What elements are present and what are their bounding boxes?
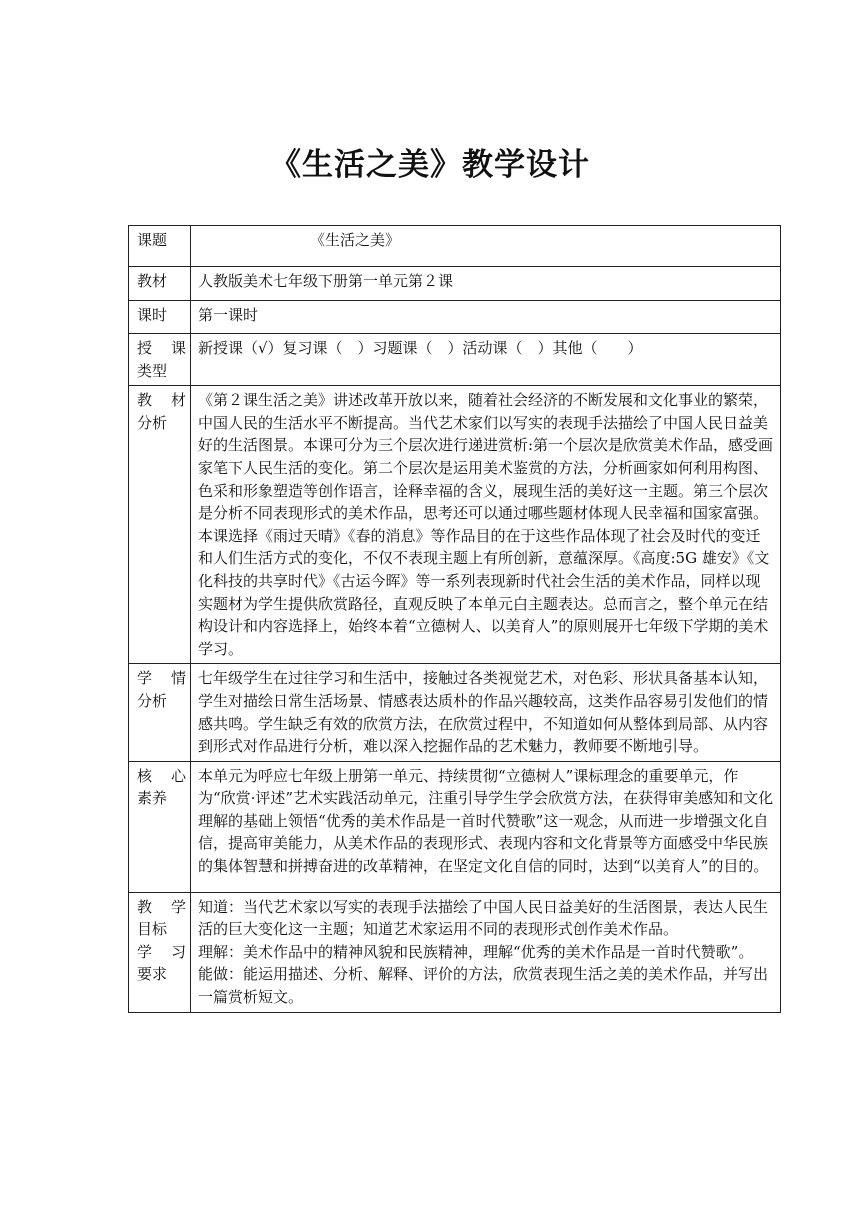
student-analysis-value: 七年级学生在过往学习和生活中，接触过各类视觉艺术，对色彩、形状具备基本认知，学生对描绘日常生活场景、情感表达质朴的作品兴趣较高，这类作品容易引发他们的情感共鸣。学生缺乏有效的欣赏方法，在欣赏过程中，不知道如何从整体到局部、从内容到形式对作品进行分析，难以深入挖掘作品的艺术魅力，教师要不断地引导。	[191, 664, 781, 761]
period-value: 第一课时	[191, 301, 781, 334]
row-textbook	[129, 267, 781, 301]
core-literacy-label-line2: 素养	[137, 789, 168, 808]
row-core-literacy	[129, 761, 781, 892]
row-objectives	[129, 892, 781, 1012]
topic-label	[129, 226, 191, 267]
period-label	[129, 301, 191, 334]
objectives-label-line3: 学 习	[137, 942, 186, 961]
objectives-label	[129, 892, 191, 1012]
lesson-type-value: 新授课（√）复习课（ ）习题课（ ）活动课（ ）其他（ ）	[191, 334, 781, 386]
lesson-type-label	[129, 334, 191, 386]
core-literacy-text: 本单元为呼应七年级上册第一单元、持续贯彻“立德树人”课标理念的重要单元，作为“欣赏·评述”艺术实践活动单元，注重引导学生学会欣赏方法，在获得审美感知和文化理解的基础上领悟“优秀的美术作品是一首时代赞歌”这一观念，从而进一步增强文化自信，提高审美能力，从美术作品的表现形式、表现内容和文化背景等方面感受中华民族的集体智慧和拼搏奋进的改革精神，在坚定文化自信的同时，达到“以美育人”的目的。	[198, 766, 774, 876]
textbook-label	[129, 267, 191, 301]
row-material-analysis	[129, 386, 781, 664]
core-literacy-value	[191, 761, 781, 892]
period-label-text: 课时	[137, 306, 168, 324]
row-topic	[129, 226, 781, 267]
material-analysis-label-line2: 分析	[137, 413, 168, 432]
textbook-label-text: 教材	[137, 272, 168, 290]
document-title: 《生活之美》教学设计	[270, 147, 590, 183]
objectives-label-line1: 教 学	[137, 897, 186, 916]
material-analysis-label	[129, 386, 191, 664]
student-analysis-label-line1: 学 情	[137, 669, 186, 688]
objective-know: 知道：当代艺术家以写实的表现手法描绘了中国人民日益美好的生活图景，表达人民生活的巨大变化这一主题；知道艺术家运用不同的表现形式创作美术作品。	[198, 897, 769, 939]
student-analysis-label-line2: 分析	[137, 691, 168, 710]
objective-understand: 理解：美术作品中的精神风貌和民族精神，理解“优秀的美术作品是一首时代赞歌”。	[198, 942, 754, 961]
lesson-design-table	[128, 225, 781, 1013]
topic-label-text: 课题	[137, 231, 168, 249]
row-lesson-type	[129, 334, 781, 386]
objective-can-do: 能做：能运用描述、分析、解释、评价的方法，欣赏表现生活之美的美术作品，并写出一篇赏析短文。	[198, 965, 769, 1007]
student-analysis-label	[129, 664, 191, 761]
objectives-value	[191, 892, 781, 1012]
objectives-label-line2: 目标	[137, 920, 168, 939]
material-analysis-value: 《第２课生活之美》讲述改革开放以来，随着社会经济的不断发展和文化事业的繁荣，中国人民的生活水平不断提高。当代艺术家们以写实的表现手法描绘了中国人民日益美好的生活图景。本课可分为三个层次进行递进赏析:第一个层次是欣赏美术作品，感受画家笔下人民生活的变化。第二个层次是运用美术鉴赏的方法，分析画家如何利用构图、色采和形象塑造等创作语言，诠释幸福的含义，展现生活的美好这一主题。第三个层次是分析不同表现形式的美术作品，思考还可以通过哪些题材体现人民幸福和国家富强。本课选择《雨过天晴》《春的消息》等作品目的在于这些作品体现了社会及时代的变迁和人们生活方式的变化，不仅不表现主题上有所创新，意蕴深厚。《高度:5G 雄安》《文化科技的共享时代》《古运今晖》等一系列表现新时代社会生活的美术作品，同样以现实题材为学生提供欣赏路径，直观反映了本单元白主题表达。总而言之，整个单元在结构设计和内容选择上，始终本着“立德树人、以美育人”的原则展开七年级下学期的美术学习。	[191, 386, 781, 664]
topic-value-text: 《生活之美》	[310, 231, 401, 249]
lesson-type-label-line1: 授 课	[137, 339, 186, 357]
row-student-analysis	[129, 664, 781, 761]
material-analysis-label-line1: 教 材	[137, 391, 186, 410]
objectives-label-line4: 要求	[137, 965, 168, 984]
row-period	[129, 301, 781, 334]
textbook-value: 人教版美术七年级下册第一单元第２课	[191, 267, 781, 301]
core-literacy-label-line1: 核 心	[137, 766, 186, 785]
lesson-type-label-line2: 类型	[137, 361, 168, 380]
core-literacy-label	[129, 761, 191, 892]
topic-value	[191, 226, 781, 267]
